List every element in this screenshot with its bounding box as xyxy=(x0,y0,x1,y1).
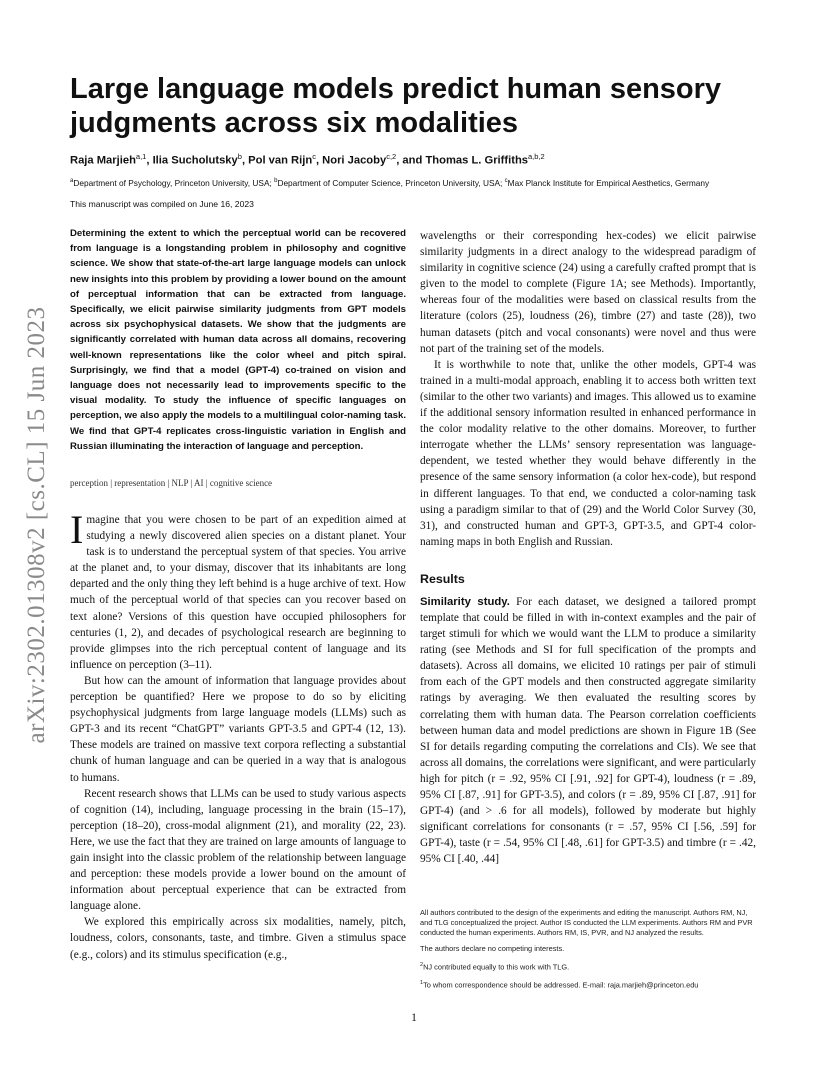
affiliations: $^a$Department of Psychology, Princeton University, USA; $^b$Department of Computer Science, Princeton University, USA; $^c$Max Planck Institute for Empirical Aesthetics, Germany xyxy=(70,178,710,188)
body-paragraph: Recent research shows that LLMs can be used to study various aspects of cognition (14), including, language processing in the brain (15–17), perception (18–20), cross-modal alignment (21), and morality (22, 23). Here, we use the fact that they are trained on large amounts of language to gain insight into the classic problem of the relationship between language and perception: these models provide a lower bound on the amount of information about perceptual experience that can be extracted from language alone. xyxy=(70,787,406,913)
author-contributions-note: All authors contributed to the design of the experiments and editing the manuscript. Authors RM, NJ, and TLG conceptualized the project. Author IS conducted the LLM experiments. Authors RM and PVR conducted the human experiments. Authors RM, IS, PVR, and NJ analyzed the results. xyxy=(420,908,753,937)
author-affiliation-mark: a,1 xyxy=(135,152,147,161)
equal-contribution-note xyxy=(420,960,756,972)
author-name[interactable]: Ilia Sucholutsky xyxy=(152,154,238,167)
drop-cap: I xyxy=(70,507,84,552)
arxiv-identifier: arXiv:2302.01308v2 [cs.CL] 15 Jun 2023 xyxy=(23,306,50,744)
intro-paragraph xyxy=(70,507,406,673)
footnote-mark: 1 xyxy=(420,980,424,987)
section-heading-results: Results xyxy=(420,571,465,586)
body-paragraph: It is worthwhile to note that, unlike the other models, GPT-4 was trained in a multi-modal approach, enabling it to access both written text (similar to the other two variants) and images. This allowed us to examine if the additional sensory information resulted in enhanced performance in the color modality relative to the other domains. Moreover, to further interrogate whether the LLMs’ sensory representation was language-dependent, we tested whether they would behave differently in the presence of the same sensory information (a color hex-code), but respond in different languages. To that end, we conducted a color-naming task using a paradigm similar to that of (29) and the World Color Survey (30, 31), and constructed human and GPT-3, GPT-3.5, and GPT-4 color-naming maps in both English and Russian. xyxy=(420,358,756,548)
affiliation-text: Department of Computer Science, Princeton University, USA xyxy=(277,178,501,188)
competing-interests-note: The authors declare no competing interests. xyxy=(420,944,565,953)
body-paragraph: wavelengths or their corresponding hex-codes) we elicit pairwise similarity judgments in a direct analogy to the widespread paradigm of similarity in cognitive science (24) using a carefully crafted prompt that is given to the model to complete (Figure 1A; see Methods). Importantly, whereas four of the modalities were based on classical results from the literature (colors (25), loudness (26), timbre (27) and taste (28)), two human datasets (pitch and vocal consonants) were novel and thus were not part of the training set of the models. xyxy=(420,230,756,355)
affiliation-mark: a xyxy=(70,178,74,185)
left-column-body xyxy=(70,507,406,963)
body-paragraph: We explored this empirically across six modalities, namely, pitch, loudness, colors, consonants, taste, and timbre. Given a stimulus space (e.g., colors) and its stimulus specification (e.g., xyxy=(70,916,406,961)
right-column-body xyxy=(420,228,756,867)
author-name[interactable]: Nori Jacoby xyxy=(322,154,387,167)
affiliation-mark: c xyxy=(504,178,508,185)
keywords: perception | representation | NLP | AI | cognitive science xyxy=(70,478,273,488)
author-list: Raja Marjieh$^{a,1}$, Ilia Sucholutsky$^b$, Pol van Rijn$^c$, Nori Jacoby$^{c,2}$, and Thomas L. Griffiths$^{a,b,2}$ xyxy=(70,152,545,167)
footnotes xyxy=(420,908,756,997)
abstract: Determining the extent to which the perceptual world can be recovered from language is a longstanding problem in philosophy and cognitive science. We show that state-of-the-art large language models can unlock new insights into this problem by providing a lower bound on the amount of perceptual information that can be extracted from language. Specifically, we elicit pairwise similarity judgments from GPT models across six psychophysical datasets. We show that the judgments are significantly correlated with human data across all domains, recovering well-known representations like the color wheel and pitch spiral. Surprisingly, we find that a model (GPT-4) co-trained on vision and language does not necessarily lead to improvements specific to the visual modality. To study the influence of specific languages on perception, we also apply the models to a multilingual color-naming task. We find that GPT-4 replicates cross-linguistic variation in English and Russian illuminating the interaction of language and perception. xyxy=(70,228,406,452)
footnote-mark: 2 xyxy=(420,962,424,968)
author-affiliation-mark: c xyxy=(312,152,316,161)
author-name[interactable]: Thomas L. Griffiths xyxy=(425,154,528,167)
footnote-text: NJ contributed equally to this work with TLG. xyxy=(423,962,570,972)
paragraph-text: For each dataset, we designed a tailored prompt template that could be filled in with in-context examples and the pair of target stimuli for which we would want the LLM to produce a similarity rating (see Methods and SI for full specification of the prompts and datasets). Across all domains, we elicited 10 ratings per pair of stimuli from each of the GPT models and then constructed aggregate similarity ratings by averaging. We then evaluated the resulting scores by correlating them with human data. The Pearson correlation coefficients between human data and model predictions are shown in Figure 1B (See SI for details regarding computing the correlations and CIs). We see that across all domains, the correlations were significant, and were particularly high for pitch (r = .92, 95% CI [.91, .92] for GPT-4), loudness (r = .89, 95% CI [.87, .91] for GPT-3.5), and colors (r = .89, 95% CI [.87, .91] for GPT-4) (and > .6 for all models), followed by moderate but highly significant correlations for consonants (r = .57, 95% CI [.56, .59] for GPT-4), taste (r = .54, 95% CI [.48, .61] for GPT-3.5) and timbre (r = .42, 95% CI [.40, .44] xyxy=(420,595,757,866)
author-name[interactable]: Raja Marjieh xyxy=(70,154,136,167)
author-affiliation-mark: c,2 xyxy=(386,152,397,161)
compiled-date: This manuscript was compiled on June 16, 2023 xyxy=(70,199,254,209)
affiliation-mark: b xyxy=(274,178,278,185)
arxiv-stamp xyxy=(22,290,52,760)
correspondence-note xyxy=(420,978,756,990)
affiliation-text: Max Planck Institute for Empirical Aesthetics, Germany xyxy=(507,178,710,188)
author-name[interactable]: Pol van Rijn xyxy=(248,154,313,167)
author-affiliation-mark: a,b,2 xyxy=(528,152,545,161)
page-number: 1 xyxy=(411,1012,417,1024)
body-paragraph: But how can the amount of information that language provides about perception be quantified? Here we propose to do so by eliciting psychophysical judgments from large language models (LLMs) such as GPT-3 and its recent “ChatGPT” variants GPT-3.5 and GPT-4 (12, 13). These models are trained on massive text corpora reflecting a substantial chunk of human language and can be queried in a way that is analogous to humans. xyxy=(70,674,406,784)
footnote-text: To whom correspondence should be addressed. E-mail: raja.marjieh@princeton.edu xyxy=(423,980,699,990)
author-affiliation-mark: b xyxy=(237,152,242,161)
run-in-heading: Similarity study. xyxy=(420,595,510,608)
affiliation-text: Department of Psychology, Princeton University, USA xyxy=(73,178,270,188)
body-paragraph xyxy=(420,594,756,868)
paragraph-text: magine that you were chosen to be part of an expedition aimed at studying a newly discovered alien species on a distant planet. Your task is to understand the perceptual system of that species. You arrive at the planet and, to your dismay, discover that its inhabitants are long departed and the only thing they left behind is a huge archive of text. How much of the perceptual world of that species can you recover based on text alone? Versions of this question have occupied philosophers for centuries (1, 2), and decades of psychological research are beginning to provide glimpses into the rich perceptual content of language and its influence on perception (3–11). xyxy=(70,514,406,671)
paper-title: Large language models predict human sensory judgments across six modalities xyxy=(70,73,722,139)
